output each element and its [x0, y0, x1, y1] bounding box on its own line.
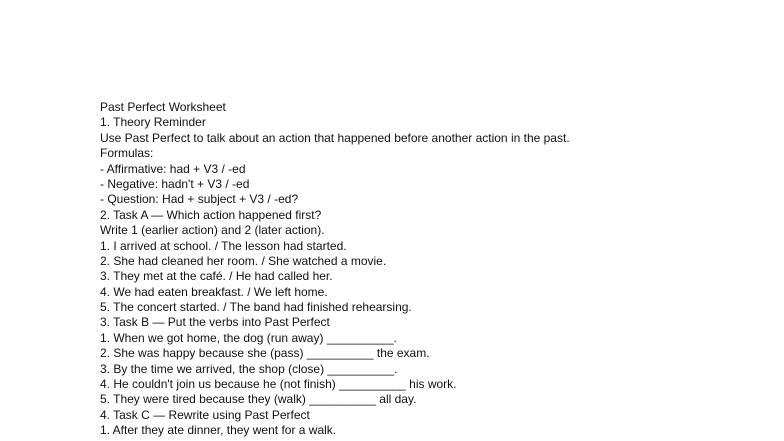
formula-question: - Question: Had + subject + V3 / -ed? [100, 192, 299, 207]
task-b-item: 3. By the time we arrived, the shop (close) __________. [100, 361, 398, 376]
theory-text: Use Past Perfect to talk about an action that happened before another action in the past. [100, 130, 570, 145]
section-heading-theory: 1. Theory Reminder [100, 115, 206, 130]
section-heading-task-b: 3. Task B — Put the verbs into Past Perfect [100, 315, 330, 330]
task-a-item: 4. We had eaten breakfast. / We left home. [100, 284, 328, 299]
task-a-item: 2. She had cleaned her room. / She watched a movie. [100, 253, 387, 268]
formulas-label: Formulas: [100, 146, 154, 161]
document-title: Past Perfect Worksheet [100, 100, 226, 114]
formula-affirmative: - Affirmative: had + V3 / -ed [100, 161, 246, 176]
task-b-item: 1. When we got home, the dog (run away) __________. [100, 330, 397, 345]
task-a-item: 1. I arrived at school. / The lesson had started. [100, 238, 347, 253]
section-heading-task-a: 2. Task A — Which action happened first? [100, 207, 322, 222]
formula-negative: - Negative: hadn't + V3 / -ed [100, 176, 250, 191]
task-c-item: 1. After they ate dinner, they went for a walk. [100, 423, 337, 438]
worksheet-page [100, 100, 760, 439]
section-heading-task-c: 4. Task C — Rewrite using Past Perfect [100, 407, 310, 422]
task-b-item: 4. He couldn't join us because he (not finish) __________ his work. [100, 377, 457, 392]
task-b-item: 2. She was happy because she (pass) __________ the exam. [100, 346, 430, 361]
task-b-item: 5. They were tired because they (walk) __________ all day. [100, 392, 417, 407]
task-a-instructions: Write 1 (earlier action) and 2 (later action). [100, 223, 325, 238]
task-a-item: 3. They met at the café. / He had called her. [100, 269, 333, 284]
task-a-item: 5. The concert started. / The band had finished rehearsing. [100, 300, 412, 315]
